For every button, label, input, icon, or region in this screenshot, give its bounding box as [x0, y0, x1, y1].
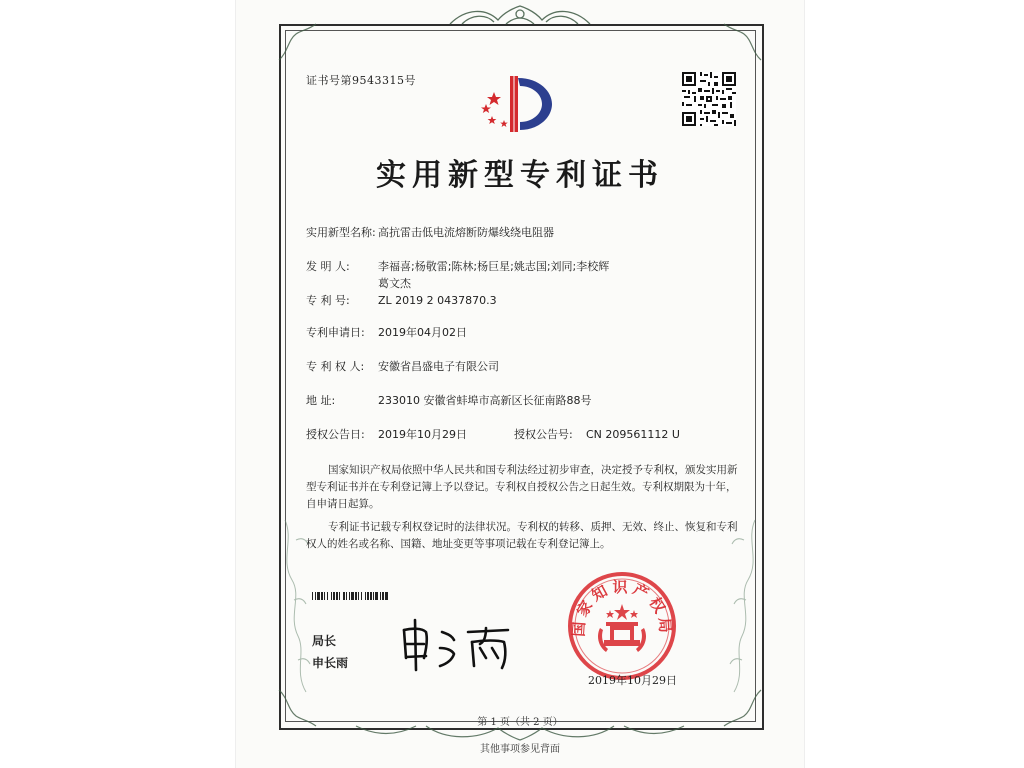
field-label: 实用新型名称: — [306, 226, 376, 239]
field-announce-number — [514, 426, 680, 442]
field-label: 专 利 号: — [306, 294, 350, 307]
field-value: 安徽省昌盛电子有限公司 — [378, 360, 499, 373]
seal-text: 国家知识产权局 — [569, 578, 675, 638]
director-title: 局长 — [312, 634, 337, 648]
body-paragraph: 专利证书记载专利权登记时的法律状况。专利权的转移、质押、无效、终止、恢复和专利权人的姓名或名称、国籍、地址变更等事项记载在专利登记簿上。 — [306, 521, 738, 550]
certificate-title: 实用新型专利证书 — [376, 158, 664, 193]
field-value: CN 209561112 U — [586, 428, 680, 441]
field-label: 发 明 人: — [306, 260, 350, 273]
field-value: ZL 2019 2 0437870.3 — [378, 294, 497, 307]
qr-code-icon — [682, 72, 736, 126]
field-label: 授权公告日: — [306, 428, 365, 441]
certificate-body — [306, 462, 738, 559]
official-seal-icon — [566, 570, 678, 682]
field-address — [306, 392, 591, 408]
certificate-number: 证书号第9543315号 — [306, 74, 416, 87]
field-label: 地 址: — [306, 394, 336, 407]
field-label: 专利申请日: — [306, 326, 365, 339]
field-value: 233010 安徽省蚌埠市高新区长征南路88号 — [378, 394, 592, 407]
director-block — [312, 630, 348, 674]
field-value: 2019年10月29日 — [378, 428, 467, 441]
seal-date: 2019年10月29日 — [588, 674, 677, 687]
field-value: 李福喜;杨敬雷;陈林;杨巨星;姚志国;刘同;李校辉 — [378, 260, 610, 273]
barcode-icon — [312, 592, 452, 600]
field-label: 专 利 权 人: — [306, 360, 365, 373]
field-inventor-continued: 葛文杰 — [378, 277, 411, 290]
field-patentee — [306, 358, 499, 374]
back-note: 其他事项参见背面 — [480, 744, 560, 755]
field-patent-number — [306, 292, 497, 308]
page-indicator: 第 1 页（共 2 页） — [477, 717, 563, 728]
field-announce-date — [306, 426, 467, 442]
signature-icon — [396, 614, 516, 674]
certificate-page — [236, 0, 804, 768]
body-paragraph: 国家知识产权局依照中华人民共和国专利法经过初步审查，决定授予专利权，颁发实用新型专利证书并在专利登记簿上予以登记。专利权自授权公告之日起生效。专利权期限为十年，自申请日起算。 — [306, 464, 738, 510]
field-inventor — [306, 258, 609, 274]
director-name: 申长雨 — [312, 656, 349, 670]
field-value: 2019年04月02日 — [378, 326, 467, 339]
field-utility-name — [306, 224, 554, 240]
field-filing-date — [306, 324, 467, 340]
field-label: 授权公告号: — [514, 428, 573, 441]
field-value: 高抗雷击低电流熔断防爆线绕电阻器 — [378, 226, 554, 239]
cnipa-logo-icon — [474, 70, 564, 140]
